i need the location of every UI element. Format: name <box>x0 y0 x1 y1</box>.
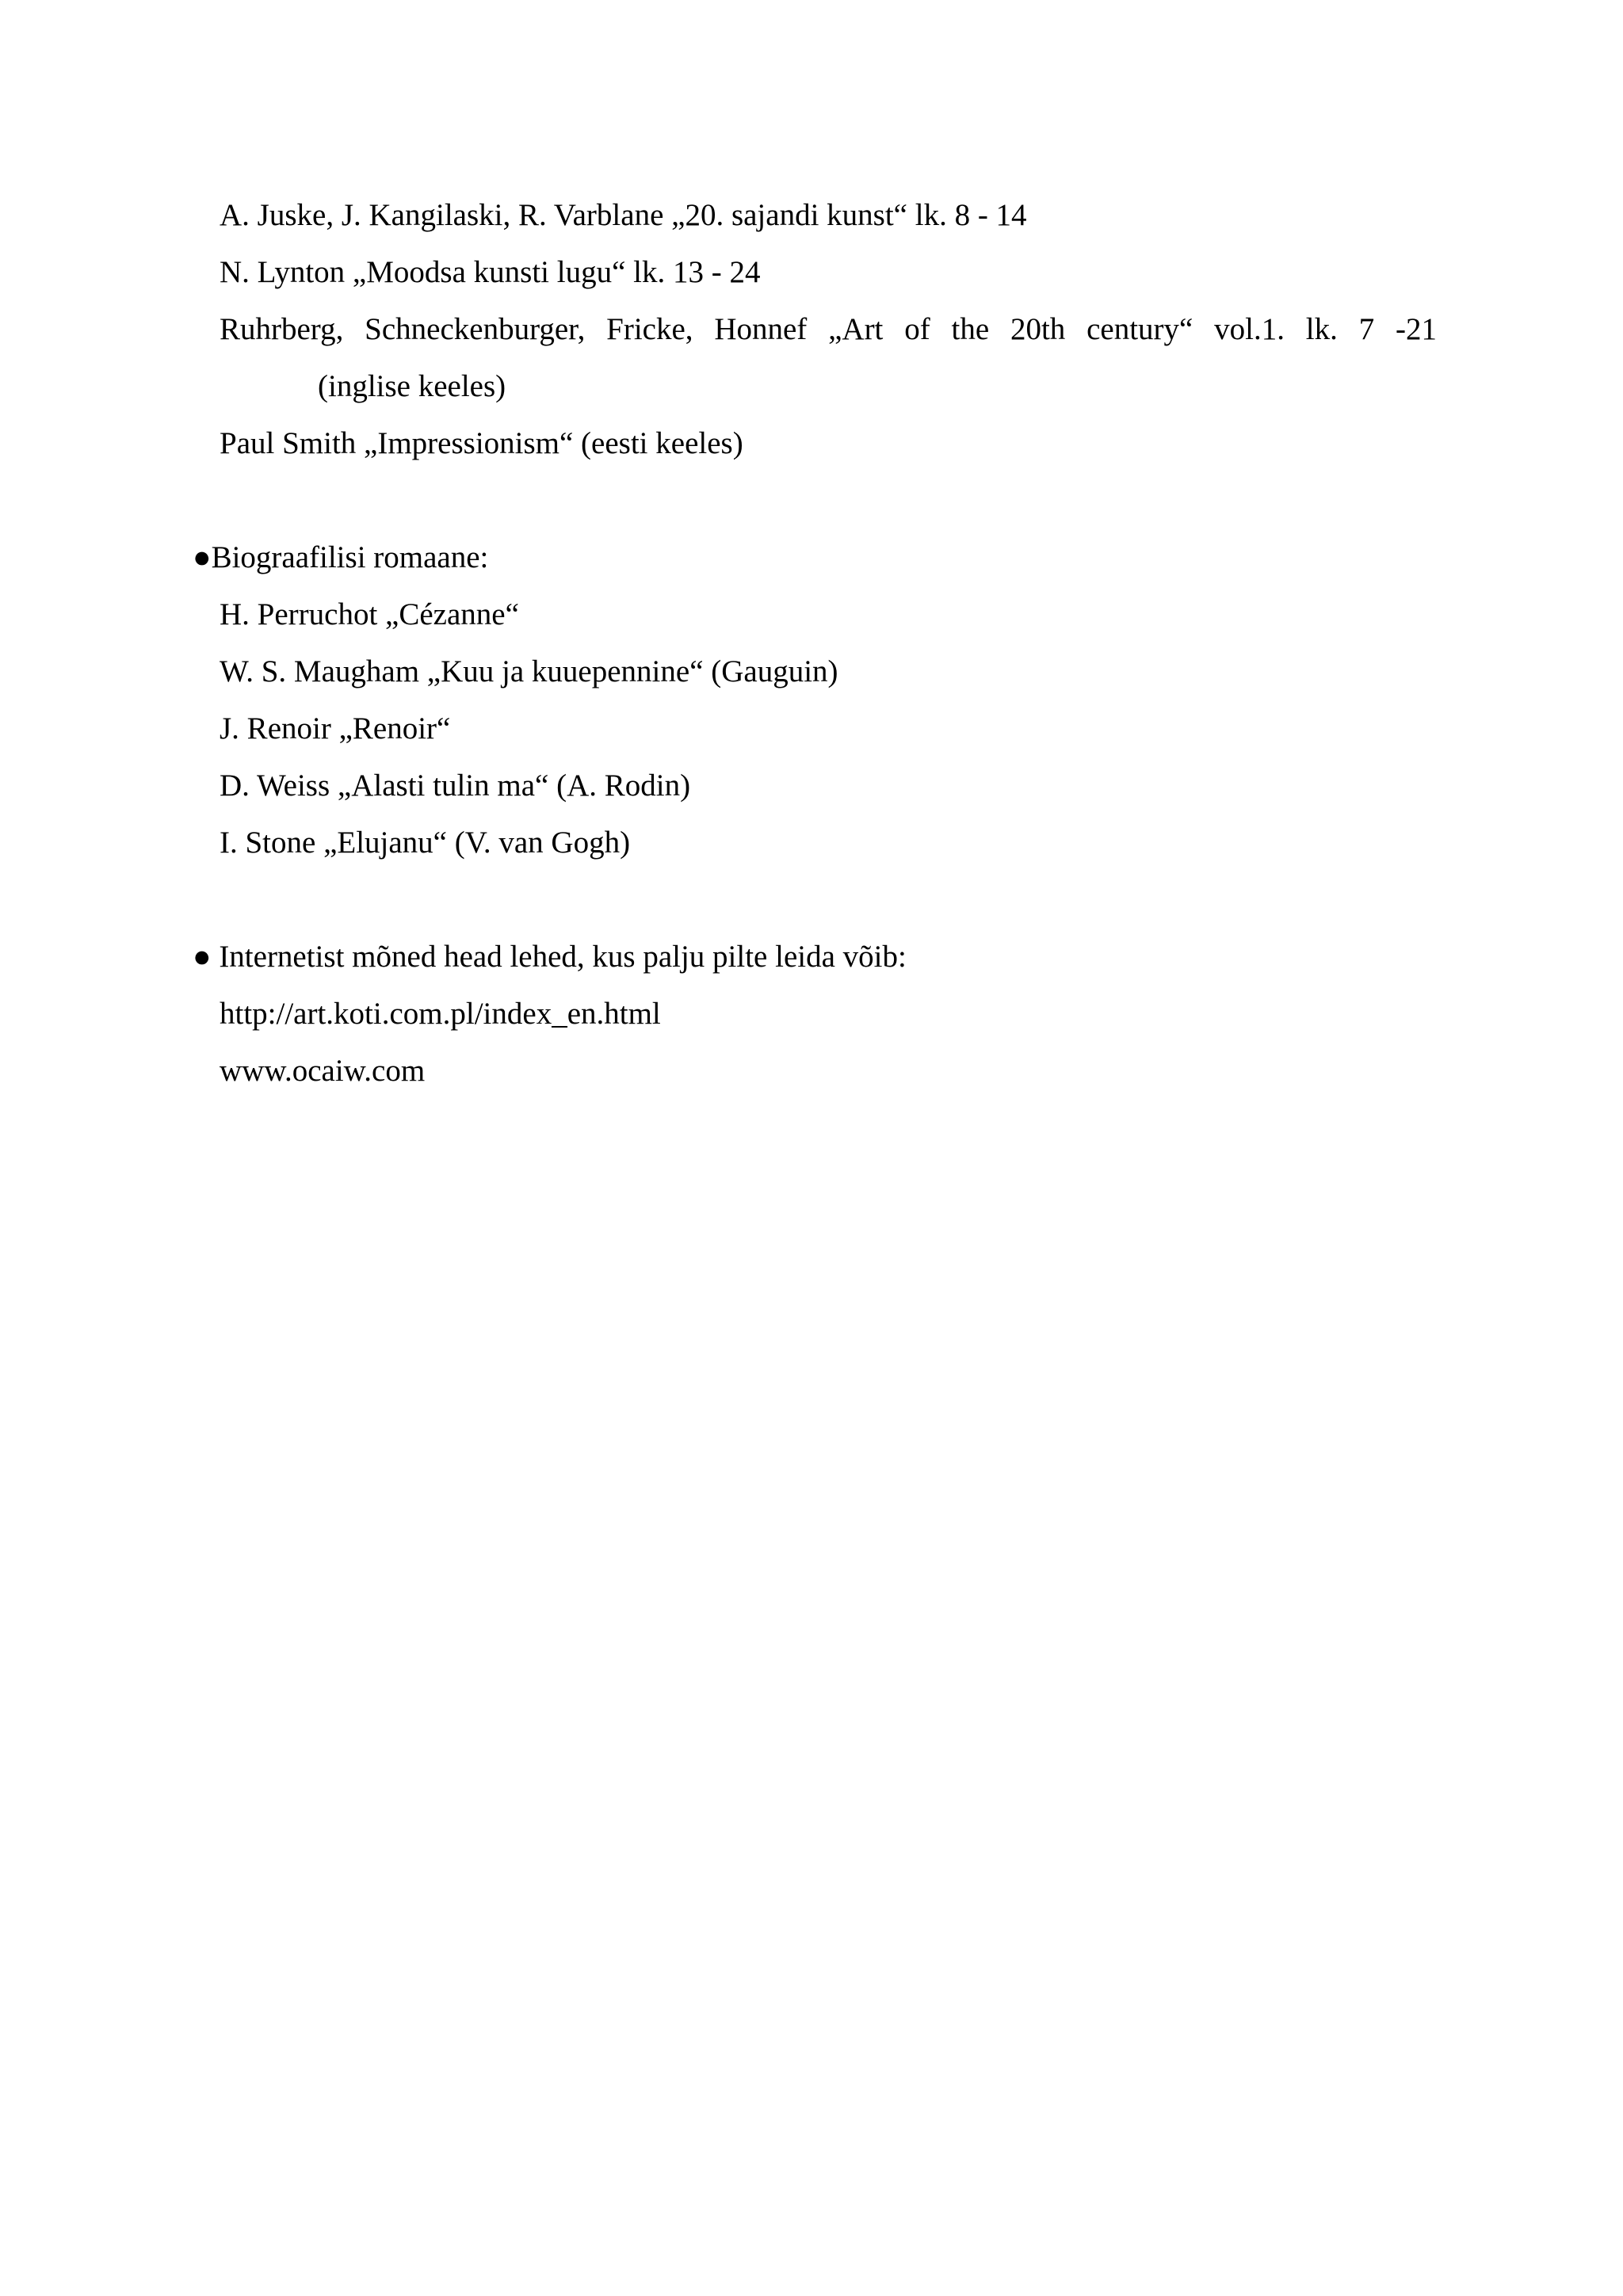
reference-word: the <box>951 312 990 346</box>
reference-word: Ruhrberg, <box>220 312 344 346</box>
reference-word: 7 <box>1358 312 1375 346</box>
reference-word: century“ <box>1086 312 1193 346</box>
reference-ruhrberg-continuation: (inglise keeles) <box>318 369 506 403</box>
novel-item: I. Stone „Elujanu“ (V. van Gogh) <box>220 826 631 860</box>
reference-word: „Art <box>828 312 884 346</box>
reference-word: Fricke, <box>606 312 693 346</box>
reference-ruhrberg <box>193 301 1437 358</box>
reference-word: Schneckenburger, <box>365 312 586 346</box>
internet-heading <box>193 929 1437 986</box>
reference-word: lk. <box>1305 312 1338 346</box>
link-art-koti: http://art.koti.com.pl/index_en.html <box>220 997 661 1031</box>
reference-smith: Paul Smith „Impressionism“ (eesti keeles) <box>220 426 743 460</box>
bullet-icon: ● <box>193 540 212 574</box>
novel-item: J. Renoir „Renoir“ <box>220 711 451 746</box>
paragraph-gap <box>193 871 1437 929</box>
novels-heading <box>193 529 1437 586</box>
reference-word: -21 <box>1395 312 1437 346</box>
paragraph-gap <box>193 472 1437 529</box>
novel-item: H. Perruchot „Cézanne“ <box>220 597 519 631</box>
novel-item: W. S. Maugham „Kuu ja kuuepennine“ (Gauguin) <box>220 654 838 688</box>
reference-word: vol.1. <box>1214 312 1285 346</box>
reference-lynton: N. Lynton „Moodsa kunsti lugu“ lk. 13 - 24 <box>220 255 761 289</box>
internet-heading-text: Internetist mõned head lehed, kus palju pilte leida võib: <box>211 940 907 974</box>
reference-word: 20th <box>1010 312 1066 346</box>
bullet-icon: ● <box>193 940 212 974</box>
reference-word: Honnef <box>714 312 808 346</box>
reference-word: of <box>904 312 930 346</box>
link-ocaiw: www.ocaiw.com <box>220 1054 426 1088</box>
reference-juske: A. Juske, J. Kangilaski, R. Varblane „20. sajandi kunst“ lk. 8 - 14 <box>220 198 1027 232</box>
novel-item: D. Weiss „Alasti tulin ma“ (A. Rodin) <box>220 769 691 803</box>
novels-heading-text: Biograafilisi romaane: <box>211 540 489 574</box>
document-body <box>193 187 1437 1100</box>
